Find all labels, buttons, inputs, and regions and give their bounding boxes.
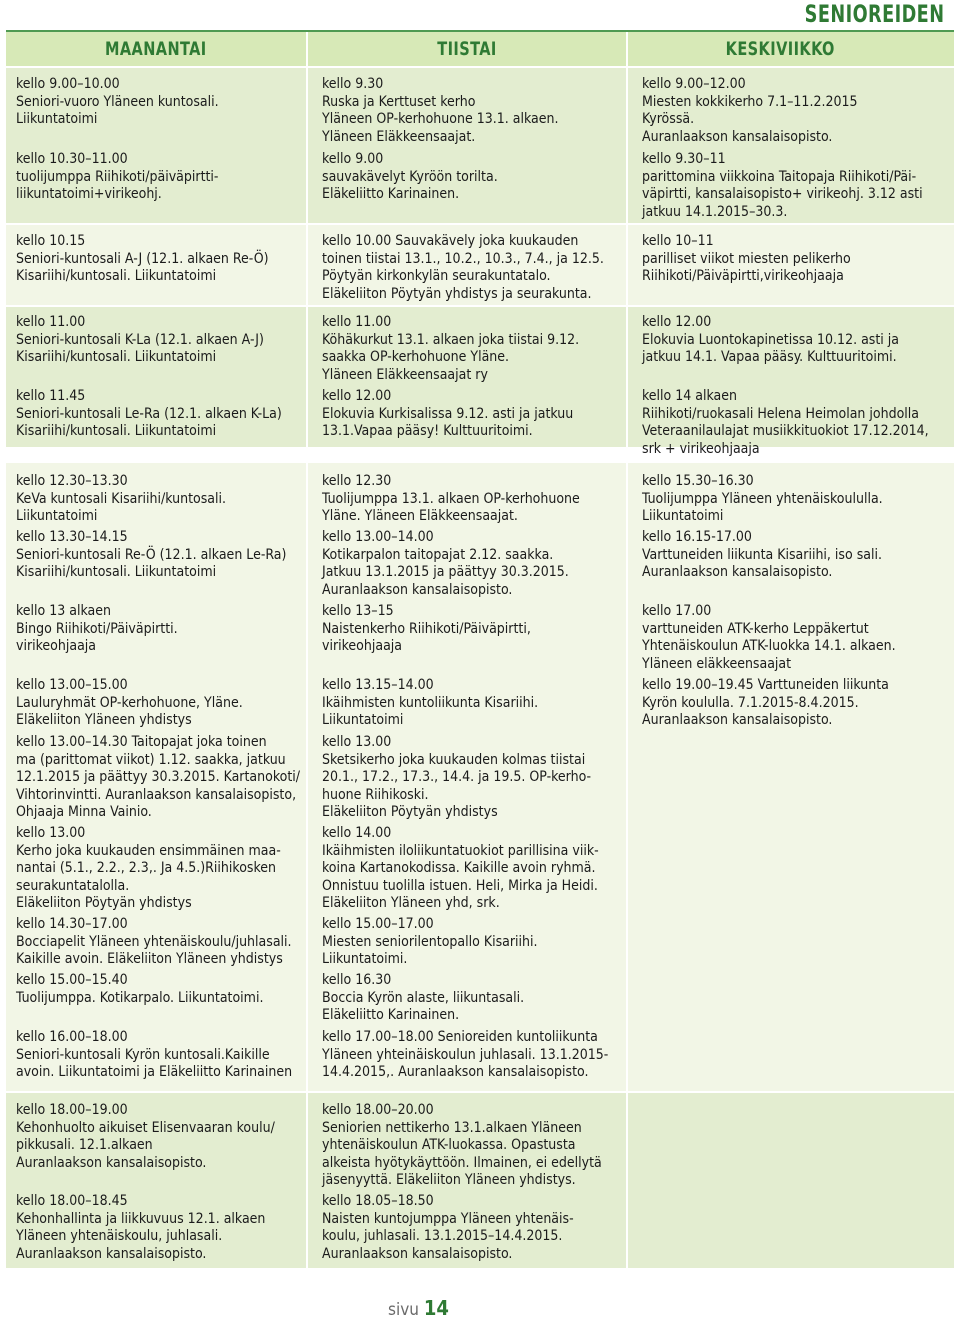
event-description: Kehonhuolto aikuiset Elisenvaaran koulu/ pikkusali. 12.1.alkaen Auranlaakson kansalaisopisto. — [16, 1119, 275, 1171]
event-entry — [16, 1029, 300, 1082]
event-description: Seniori-kuntosali A-J (12.1. alkaen Re-Ö) Kisariihi/kuntosali. Liikuntatoimi — [16, 250, 269, 284]
event-description: Köhäkurkut 13.1. alkaen joka tiistai 9.12. saakka OP-kerhohuone Yläne. Yläneen Eläkkeensaajat ry — [322, 331, 580, 383]
event-entry — [16, 734, 300, 822]
event-time: kello 10.30–11.00 — [16, 151, 128, 167]
event-entry — [322, 1029, 620, 1082]
event-entry — [16, 473, 300, 526]
event-time: kello 12.00 — [322, 388, 392, 404]
event-description: Elokuvia Luontokapinetissa 10.12. asti ja jatkuu 14.1. Vapaa pääsy. Kulttuuritoimi. — [642, 331, 900, 365]
event-time: kello 11.00 — [16, 314, 86, 330]
event-time: kello 18.00–19.00 — [16, 1102, 128, 1118]
event-entry — [322, 314, 620, 384]
event-time: kello 9.30 — [322, 76, 384, 92]
event-time: kello 10–11 — [642, 233, 714, 249]
event-entry — [642, 473, 942, 526]
event-description: Seniorien nettikerho 13.1.alkaen Yläneen yhtenäiskoulun ATK-luokassa. Opastusta alkeista hyötykäyttöön. Ilmainen, ei edellytä jäsenyyttä. Eläkeliiton Yläneen yhdistys. — [322, 1119, 602, 1188]
event-description: varttuneiden ATK-kerho Leppäkertut Yhtenäiskoulun ATK-luokka 14.1. alkaen. Yläneen eläkkeensaajat — [642, 620, 896, 672]
event-time: kello 14.30–17.00 — [16, 916, 128, 932]
event-description: parittomina viikkoina Taitopaja Riihikoti/Päi- väpirtti, kansalaisopisto+ virikeohj. 3.12 asti jatkuu 14.1.2015–30.3. — [642, 168, 923, 220]
event-time: kello 19.00–19.45 Varttuneiden liikunta — [642, 677, 889, 693]
event-time: kello 15.00–15.40 — [16, 972, 128, 988]
event-description: Tuolijumppa Yläneen yhtenäiskoululla. Liikuntatoimi — [642, 490, 883, 524]
event-entry — [322, 151, 620, 204]
event-time: kello 9.00 — [322, 151, 384, 167]
event-entry — [322, 734, 620, 822]
event-description: Sketsikerho joka kuukauden kolmas tiistai 20.1., 17.2., 17.3., 14.4. ja 19.5. OP-kerho- huone Riihikoski. Eläkeliiton Pöytyän yhdistys — [322, 751, 592, 820]
event-time: kello 13.15–14.00 — [322, 677, 434, 693]
event-description: KeVa kuntosali Kisariihi/kuntosali. Liikuntatoimi — [16, 490, 226, 524]
event-time: kello 17.00–18.00 Senioreiden kuntoliikunta — [322, 1029, 598, 1045]
event-time: kello 9.00–12.00 — [642, 76, 746, 92]
event-time: kello 13.00–14.30 Taitopajat joka toinen — [16, 734, 267, 750]
event-description: Varttuneiden liikunta Kisariihi, iso sali. Auranlaakson kansalaisopisto. — [642, 546, 882, 580]
event-entry — [16, 603, 300, 656]
event-entry — [322, 916, 620, 969]
event-description: Yläneen yhteinäiskoulun juhlasali. 13.1.2015- 14.4.2015,. Auranlaakson kansalaisopisto. — [322, 1046, 609, 1080]
page-number-value: 14 — [423, 1296, 449, 1320]
event-description: Seniori-kuntosali Kyrön kuntosali.Kaikille avoin. Liikuntatoimi ja Eläkeliitto Karinainen — [16, 1046, 293, 1080]
event-description: tuolijumppa Riihikoti/päiväpirtti- liikuntatoimi+virikeohj. — [16, 168, 219, 202]
event-description: parilliset viikot miesten pelikerho Riihikoti/Päiväpirtti,virikeohjaaja — [642, 250, 851, 284]
event-time: kello 12.00 — [642, 314, 712, 330]
event-description: Tuolijumppa. Kotikarpalo. Liikuntatoimi. — [16, 989, 264, 1006]
event-entry — [16, 388, 300, 441]
event-description: Kyrön koululla. 7.1.2015-8.4.2015. Auranlaakson kansalaisopisto. — [642, 694, 859, 728]
event-time: kello 16.30 — [322, 972, 392, 988]
event-time: kello 16.00–18.00 — [16, 1029, 128, 1045]
event-entry — [642, 233, 942, 286]
event-entry — [322, 529, 620, 599]
event-entry — [16, 529, 300, 582]
event-description: Ikäihmisten kuntoliikunta Kisariihi. Liikuntatoimi — [322, 694, 539, 728]
event-time: kello 13.00 — [322, 734, 392, 750]
event-description: Seniori-vuoro Yläneen kuntosali. Liikuntatoimi — [16, 93, 219, 127]
event-description: Bocciapelit Yläneen yhtenäiskoulu/juhlasali. Kaikille avoin. Eläkeliiton Yläneen yhdistys — [16, 933, 292, 967]
event-entry — [16, 677, 300, 730]
event-entry — [16, 233, 300, 286]
event-time: kello 9.00–10.00 — [16, 76, 120, 92]
event-entry — [642, 76, 942, 146]
event-entry — [642, 388, 942, 458]
event-description: Seniori-kuntosali Le-Ra (12.1. alkaen K-La) Kisariihi/kuntosali. Liikuntatoimi — [16, 405, 282, 439]
event-entry — [322, 825, 620, 913]
event-entry — [322, 677, 620, 730]
event-entry — [16, 916, 300, 969]
event-time: kello 15.30–16.30 — [642, 473, 754, 489]
event-entry — [322, 603, 620, 656]
event-time: kello 16.15-17.00 — [642, 529, 752, 545]
event-time: kello 18.05–18.50 — [322, 1193, 434, 1209]
event-description: Miesten seniorilentopallo Kisariihi. Liikuntatoimi. — [322, 933, 538, 967]
event-description: sauvakävelyt Kyröön torilta. Eläkeliitto Karinainen. — [322, 168, 498, 202]
column-header-label: KESKIVIIKKO — [725, 38, 835, 60]
event-time: kello 9.30–11 — [642, 151, 726, 167]
event-description: toinen tiistai 13.1., 10.2., 10.3., 7.4., ja 12.5. Pöytyän kirkonkylän seurakuntatalo. Eläkeliiton Pöytyän yhdistys ja seurakunta. — [322, 250, 604, 302]
event-description: Seniori-kuntosali Re-Ö (12.1. alkaen Le-Ra) Kisariihi/kuntosali. Liikuntatoimi — [16, 546, 287, 580]
event-time: kello 18.00–18.45 — [16, 1193, 128, 1209]
header-title: SENIOREIDEN — [804, 0, 944, 28]
event-entry — [16, 1193, 300, 1263]
event-entry — [642, 603, 942, 673]
page-number — [388, 1296, 449, 1320]
event-time: kello 12.30 — [322, 473, 392, 489]
event-description: Kehonhallinta ja liikkuvuus 12.1. alkaen Yläneen yhtenäiskoulu, juhlasali. Auranlaakson kansalaisopisto. — [16, 1210, 266, 1262]
column-header-wednesday — [628, 32, 954, 66]
event-description: Ruska ja Kerttuset kerho Yläneen OP-kerhohuone 13.1. alkaen. Yläneen Eläkkeensaajat. — [322, 93, 559, 145]
event-description: ma (parittomat viikot) 1.12. saakka, jatkuu 12.1.2015 ja päättyy 30.3.2015. Kartanokoti/ Vihtorinvintti. Auranlaakson kansalaisopisto, Ohjaaja Minna Vainio. — [16, 751, 301, 820]
event-entry — [322, 388, 620, 441]
event-entry — [322, 233, 620, 303]
event-description: Naistenkerho Riihikoti/Päiväpirtti, virikeohjaaja — [322, 620, 531, 654]
event-time: kello 11.45 — [16, 388, 86, 404]
event-entry — [322, 1193, 620, 1263]
event-entry — [642, 151, 942, 221]
event-entry — [322, 473, 620, 526]
event-time: kello 10.00 Sauvakävely joka kuukauden — [322, 233, 579, 249]
page-number-label: sivu — [388, 1300, 419, 1320]
event-entry — [16, 314, 300, 367]
event-time: kello 12.30–13.30 — [16, 473, 128, 489]
event-description: Kerho joka kuukauden ensimmäinen maa- nantai (5.1., 2.2., 2.3,. Ja 4.5.)Riihikosken seurakuntatalolla. Eläkeliiton Pöytyän yhdistys — [16, 842, 281, 911]
event-description: Riihikoti/ruokasali Helena Heimolan johdolla Veteraanilaulajat musiikkituokiot 17.12.2014, srk + virikeohjaaja — [642, 405, 929, 457]
event-entry — [16, 972, 300, 1007]
event-description: Kotikarpalon taitopajat 2.12. saakka. Jatkuu 13.1.2015 ja päättyy 30.3.2015. Auranlaakson kansalaisopisto. — [322, 546, 569, 598]
event-entry — [642, 529, 942, 582]
event-description: Lauluryhmät OP-kerhohuone, Yläne. Eläkeliiton Yläneen yhdistys — [16, 694, 243, 728]
column-header-label: MAANANTAI — [105, 38, 208, 60]
event-time: kello 13.00–14.00 — [322, 529, 434, 545]
column-header-monday — [6, 32, 306, 66]
event-time: kello 13 alkaen — [16, 603, 111, 619]
event-time: kello 13–15 — [322, 603, 394, 619]
event-time: kello 13.00–15.00 — [16, 677, 128, 693]
event-description: Bingo Riihikoti/Päiväpirtti. virikeohjaaja — [16, 620, 178, 654]
event-description: Tuolijumppa 13.1. alkaen OP-kerhohuone Yläne. Yläneen Eläkkeensaajat. — [322, 490, 580, 524]
event-time: kello 11.00 — [322, 314, 392, 330]
event-time: kello 18.00–20.00 — [322, 1102, 434, 1118]
event-entry — [322, 972, 620, 1025]
event-entry — [642, 677, 942, 730]
event-entry — [322, 1102, 620, 1190]
event-time: kello 17.00 — [642, 603, 712, 619]
event-description: Naisten kuntojumppa Yläneen yhtenäis- koulu, juhlasali. 13.1.2015–14.4.2015. Auranlaakson kansalaisopisto. — [322, 1210, 574, 1262]
event-time: kello 14 alkaen — [642, 388, 737, 404]
event-description: Seniori-kuntosali K-La (12.1. alkaen A-J) Kisariihi/kuntosali. Liikuntatoimi — [16, 331, 264, 365]
event-description: Ikäihmisten iloliikuntatuokiot parillisina viik- koina Kartanokodissa. Kaikille avoin ryhmä. Onnistuu tuolilla istuen. Heli, Mirka ja Heidi. Eläkeliiton Yläneen yhd, srk. — [322, 842, 599, 911]
event-time: kello 10.15 — [16, 233, 86, 249]
column-header-tuesday — [308, 32, 626, 66]
event-time: kello 13.00 — [16, 825, 86, 841]
event-time: kello 15.00–17.00 — [322, 916, 434, 932]
event-description: Miesten kokkikerho 7.1–11.2.2015 Kyrössä. Auranlaakson kansalaisopisto. — [642, 93, 858, 145]
column-header-label: TIISTAI — [437, 38, 497, 60]
event-entry — [16, 76, 300, 129]
event-time: kello 13.30–14.15 — [16, 529, 128, 545]
event-entry — [16, 151, 300, 204]
event-entry — [322, 76, 620, 146]
event-description: Elokuvia Kurkisalissa 9.12. asti ja jatkuu 13.1.Vapaa pääsy! Kulttuuritoimi. — [322, 405, 574, 439]
event-time: kello 14.00 — [322, 825, 392, 841]
event-description: Boccia Kyrön alaste, liikuntasali. Eläkeliitto Karinainen. — [322, 989, 525, 1023]
event-entry — [16, 1102, 300, 1172]
event-entry — [642, 314, 942, 367]
event-entry — [16, 825, 300, 913]
